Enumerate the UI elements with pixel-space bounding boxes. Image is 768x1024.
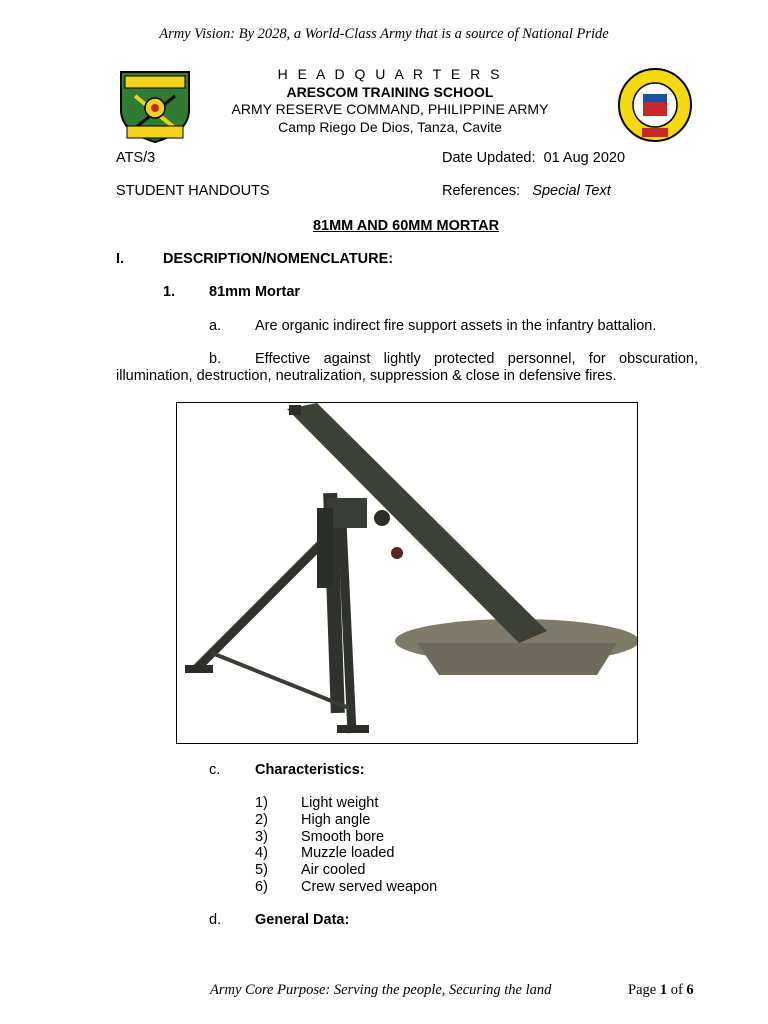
list-item	[255, 795, 437, 812]
item-d-label: d.	[209, 912, 222, 928]
references	[442, 183, 611, 199]
camp-location: Camp Riego De Dios, Tanza, Cavite	[278, 118, 502, 135]
list-item	[255, 879, 437, 896]
list-item-text: Muzzle loaded	[301, 845, 395, 862]
subsection-heading: 81mm Mortar	[209, 284, 301, 300]
list-item-text: High angle	[301, 811, 371, 828]
list-item	[255, 812, 437, 829]
date-value: 01 Aug 2020	[543, 150, 626, 166]
command-name: ARMY RESERVE COMMAND, PHILIPPINE ARMY	[231, 101, 549, 117]
headquarters-block	[220, 66, 560, 136]
characteristics-list	[255, 795, 437, 896]
list-item-text: Smooth bore	[301, 828, 385, 845]
school-name: ARESCOM TRAINING SCHOOL	[286, 83, 494, 100]
date-updated	[442, 150, 625, 166]
document-code: ATS/3	[116, 150, 156, 166]
item-a-label: a.	[209, 318, 222, 334]
page-word: Page	[628, 982, 657, 998]
army-core-purpose: Army Core Purpose: Serving the people, Securing the land	[210, 982, 552, 998]
item-a-text: Are organic indirect fire support assets in the infantry battalion.	[255, 318, 657, 334]
list-item-text: Light weight	[301, 795, 379, 811]
list-item-number: 2)	[255, 811, 268, 828]
page-number	[628, 982, 694, 999]
list-item-number: 6)	[255, 878, 268, 895]
section-number: I.	[116, 251, 125, 267]
item-b-label: b.	[209, 351, 222, 367]
item-b-text-line2: illumination, destruction, neutralization, suppression & close in defensive fires.	[116, 368, 617, 384]
list-item-number: 5)	[255, 862, 268, 879]
list-item	[255, 862, 437, 879]
student-handouts-label: STUDENT HANDOUTS	[116, 183, 270, 199]
references-value: Special Text	[532, 183, 611, 199]
list-item	[255, 845, 437, 862]
training-school-seal	[612, 66, 698, 144]
arescom-shield-logo	[115, 66, 195, 144]
list-item-number: 1)	[255, 795, 268, 811]
item-b-text-line1: Effective against lightly protected personnel, for obscuration,	[255, 351, 698, 367]
page-total: 6	[686, 982, 694, 998]
section-heading: DESCRIPTION/NOMENCLATURE:	[163, 251, 394, 267]
list-item-text: Air cooled	[301, 862, 366, 879]
hq-title: H E A D Q U A R T E R S	[277, 66, 503, 82]
list-item-number: 3)	[255, 828, 268, 845]
item-c-label: c.	[209, 762, 221, 778]
document-title: 81MM AND 60MM MORTAR	[312, 218, 500, 234]
mortar-image	[176, 402, 638, 744]
item-d-heading: General Data:	[255, 912, 350, 928]
list-item	[255, 829, 437, 846]
references-label: References:	[442, 183, 521, 199]
of-word: of	[670, 982, 683, 998]
subsection-number: 1.	[163, 284, 176, 300]
list-item-number: 4)	[255, 845, 268, 862]
list-item-text: Crew served weapon	[301, 878, 438, 895]
date-label: Date Updated:	[442, 150, 536, 166]
item-c-heading: Characteristics:	[255, 762, 365, 778]
army-vision-line: Army Vision: By 2028, a World-Class Army that is a source of National Pride	[159, 26, 609, 42]
page-current: 1	[659, 982, 668, 998]
